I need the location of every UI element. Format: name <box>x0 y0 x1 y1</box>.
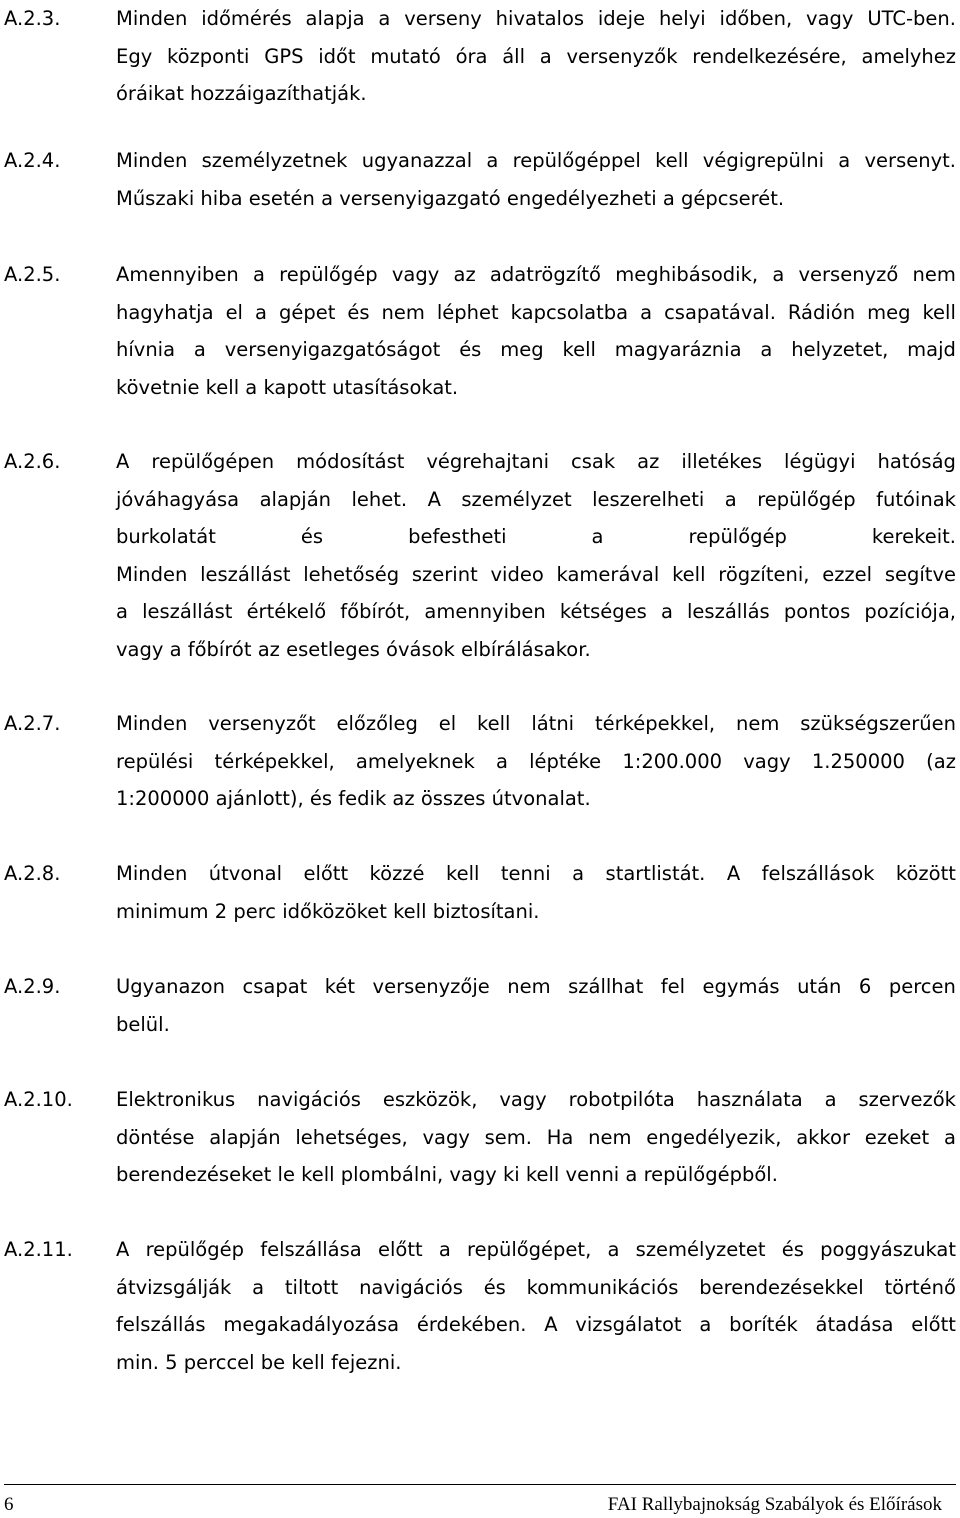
text-line: követnie kell a kapott utasításokat. <box>116 375 459 399</box>
text-line: Minden versenyzőt előzőleg el kell látni térképekkel, nem szükségszerűen <box>116 712 956 735</box>
text-line: hagyhatja el a gépet és nem léphet kapcsolatba a csapatával. Rádión meg kell <box>116 300 956 324</box>
clause-text <box>116 855 956 930</box>
text-line: berendezéseket le kell plombálni, vagy ki kell venni a repülőgépből. <box>116 1163 778 1186</box>
clause-text <box>116 968 956 1043</box>
text-line: min. 5 perccel be kell fejezni. <box>116 1350 402 1374</box>
clause-text <box>116 256 956 406</box>
text-line: repülési térképekkel, amelyeknek a léptéke 1:200.000 vagy 1.250000 (az <box>116 749 956 773</box>
text-line: minimum 2 perc időközöket kell biztosítani. <box>116 899 540 923</box>
clause-number: A.2.6. <box>4 450 61 473</box>
text-line: Elektronikus navigációs eszközök, vagy robotpilóta használata a szervezők <box>116 1088 956 1111</box>
clause-number: A.2.5. <box>4 263 61 286</box>
text-line: jóváhagyása alapján lehet. A személyzet leszerelheti a repülőgép futóinak <box>116 487 956 511</box>
clause-text <box>116 1231 956 1381</box>
text-line: Ugyanazon csapat két versenyzője nem szállhat fel egymás után 6 percen <box>116 975 956 998</box>
text-line: Amennyiben a repülőgép vagy az adatrögzítő meghibásodik, a versenyző nem <box>116 263 956 286</box>
clause-number: A.2.10. <box>4 1088 73 1111</box>
footer-divider <box>4 1484 956 1485</box>
text-line: Minden leszállást lehetőség szerint video kamerával kell rögzíteni, ezzel segítve <box>116 562 956 586</box>
clause-text <box>116 0 956 113</box>
clause-text <box>116 443 956 668</box>
clause-text <box>116 705 956 818</box>
text-line: Műszaki hiba esetén a versenyigazgató engedélyezheti a gépcserét. <box>116 186 785 210</box>
clause-text <box>116 1081 956 1194</box>
text-line: óráikat hozzáigazíthatják. <box>116 82 367 105</box>
text-line: a leszállást értékelő főbírót, amennyiben kétséges a leszállás pontos pozíciója, <box>116 600 956 623</box>
clause-number: A.2.3. <box>4 7 61 30</box>
text-line: döntése alapján lehetséges, vagy sem. Ha nem engedélyezik, akkor ezeket a <box>116 1125 956 1149</box>
clause-number: A.2.7. <box>4 712 61 735</box>
text-line: vagy a főbírót az esetleges óvások elbírálásakor. <box>116 637 591 661</box>
clause-text <box>116 142 956 217</box>
text-line: felszállás megakadályozása érdekében. A vizsgálatot a boríték átadása előtt <box>116 1313 956 1336</box>
page-number: 6 <box>4 1494 14 1515</box>
text-line: 1:200000 ajánlott), és fedik az összes útvonalat. <box>116 787 591 810</box>
text-line: Minden időmérés alapja a verseny hivatalos ideje helyi időben, vagy UTC-ben. <box>116 7 956 30</box>
text-line: Egy központi GPS időt mutató óra áll a versenyzők rendelkezésére, amelyhez <box>116 44 956 68</box>
text-line: Minden útvonal előtt közzé kell tenni a startlistát. A felszállások között <box>116 862 956 885</box>
footer-title: FAI Rallybajnokság Szabályok és Előírások <box>607 1494 942 1515</box>
text-line: A repülőgép felszállása előtt a repülőgépet, a személyzetet és poggyászukat <box>116 1238 956 1261</box>
clause-number: A.2.9. <box>4 975 61 998</box>
text-line: belül. <box>116 1012 170 1036</box>
clause-number: A.2.11. <box>4 1238 73 1261</box>
text-line: hívnia a versenyigazgatóságot és meg kell magyaráznia a helyzetet, majd <box>116 338 956 361</box>
text-line: átvizsgálják a tiltott navigációs és kommunikációs berendezésekkel történő <box>116 1275 956 1299</box>
text-line: A repülőgépen módosítást végrehajtani csak az illetékes légügyi hatóság <box>116 450 956 473</box>
text-line: Minden személyzetnek ugyanazzal a repülőgéppel kell végigrepülni a versenyt. <box>116 149 956 172</box>
text-line: burkolatát és befestheti a repülőgép kerekeit. <box>116 525 956 548</box>
clause-number: A.2.4. <box>4 149 61 172</box>
clause-number: A.2.8. <box>4 862 61 885</box>
